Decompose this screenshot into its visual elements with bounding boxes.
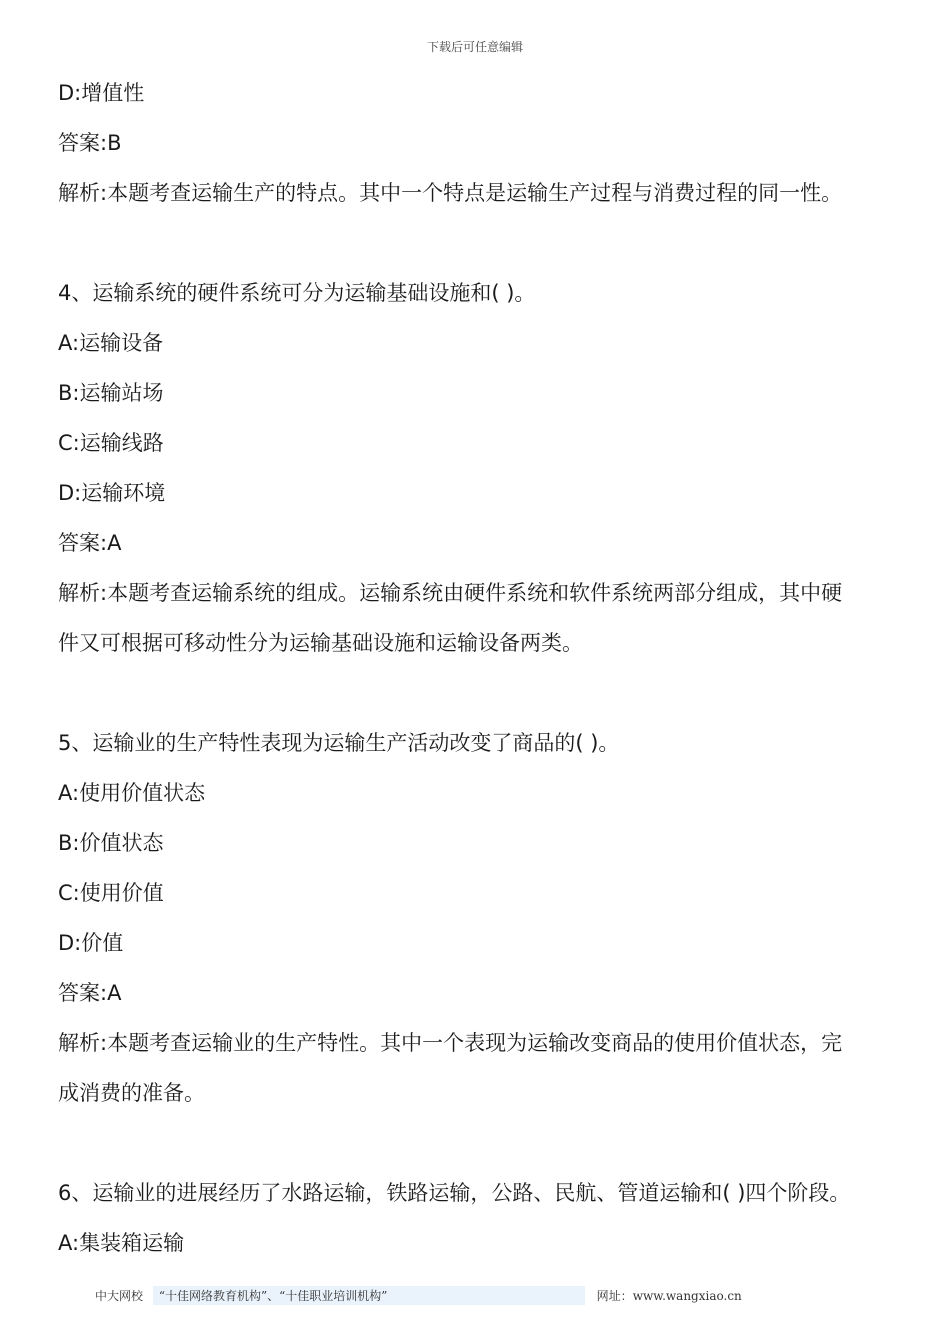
q5-option-d: D:价值 [58,931,124,955]
q5-option-c: C:使用价值 [58,881,164,905]
q4-analysis-line1: 解析:本题考查运输系统的组成。运输系统由硬件系统和软件系统两部分组成，其中硬 [58,581,843,605]
prev-answer: 答案:B [58,131,122,155]
q5-answer: 答案:A [58,981,122,1005]
footer-brand: 中大网校 [95,1289,144,1303]
q4-option-c: C:运输线路 [58,431,164,455]
q4-analysis-line2: 件又可根据可移动性分为运输基础设施和运输设备两类。 [58,631,583,655]
footer-url-label: 网址： [596,1289,633,1303]
footer-slogan: “十佳网络教育机构”、“十佳职业培训机构” [153,1286,585,1305]
footer-url-link[interactable]: www.wangxiao.cn [632,1289,742,1303]
prev-option-d: D:增值性 [58,81,145,105]
q4-option-a: A:运输设备 [58,331,164,355]
q4-question: 4、运输系统的硬件系统可分为运输基础设施和( )。 [58,281,536,305]
q6-option-a: A:集装箱运输 [58,1231,185,1255]
q5-option-a: A:使用价值状态 [58,781,206,805]
page-footer [95,1286,742,1305]
q5-option-b: B:价值状态 [58,831,164,855]
q4-answer: 答案:A [58,531,122,555]
q4-option-b: B:运输站场 [58,381,164,405]
q5-analysis-line2: 成消费的准备。 [58,1081,205,1105]
q5-analysis-line1: 解析:本题考查运输业的生产特性。其中一个表现为运输改变商品的使用价值状态，完 [58,1031,843,1055]
prev-analysis: 解析:本题考查运输生产的特点。其中一个特点是运输生产过程与消费过程的同一性。 [58,181,843,205]
page-header: 下载后可任意编辑 [426,40,523,54]
q4-option-d: D:运输环境 [58,481,166,505]
document-body [58,68,898,1268]
q6-question: 6、运输业的进展经历了水路运输，铁路运输，公路、民航、管道运输和( )四个阶段。 [58,1181,851,1205]
q5-question: 5、运输业的生产特性表现为运输生产活动改变了商品的( )。 [58,731,620,755]
